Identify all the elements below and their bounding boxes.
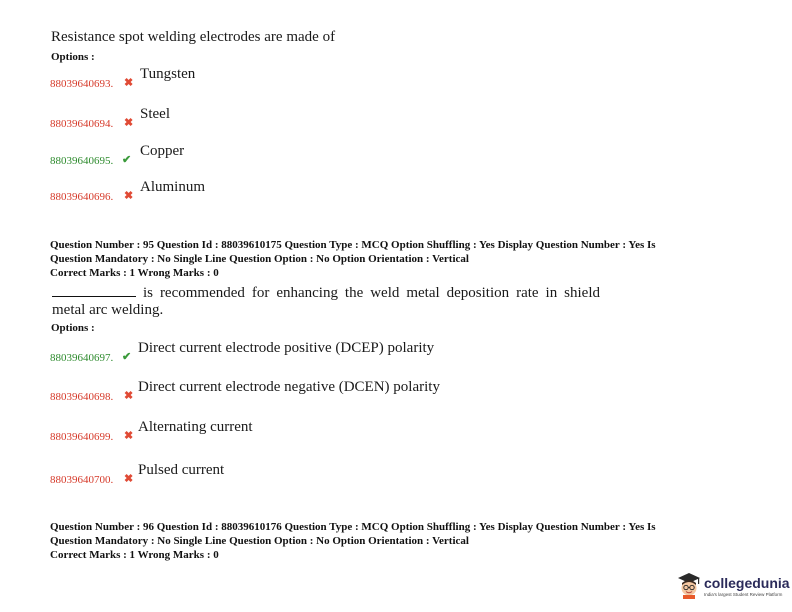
option-id: 88039640697.: [50, 352, 114, 364]
question-marks: Correct Marks : 1 Wrong Marks : 0: [50, 267, 219, 279]
options-label: Options :: [51, 322, 95, 334]
options-label: Options :: [51, 51, 95, 63]
question-text-line: metal arc welding.: [52, 302, 164, 318]
graduate-mascot-icon: [676, 571, 702, 599]
option-id: 88039640694.: [50, 118, 114, 130]
question-text-part: is recommended for enhancing the weld metal deposition rate in shield: [142, 285, 600, 301]
option-text: Direct current electrode positive (DCEP) polarity: [138, 340, 435, 356]
cross-icon: ✖: [124, 390, 134, 402]
fill-blank: [52, 285, 136, 297]
cross-icon: ✖: [124, 473, 134, 485]
question-text-line: [52, 285, 600, 302]
cross-icon: ✖: [124, 430, 134, 442]
option-id: 88039640698.: [50, 391, 114, 403]
option-text: Alternating current: [138, 419, 253, 435]
check-icon: ✔: [122, 351, 132, 363]
cross-icon: ✖: [124, 77, 134, 89]
collegedunia-logo: [676, 568, 790, 602]
option-id: 88039640696.: [50, 191, 114, 203]
question-meta: [50, 238, 740, 280]
option-id: 88039640693.: [50, 78, 114, 90]
option-text: Pulsed current: [138, 462, 225, 478]
question-meta-line: Question Mandatory : No Single Line Question Option : No Option Orientation : Vertical: [50, 253, 469, 265]
option-text: Steel: [140, 106, 170, 122]
option-id: 88039640700.: [50, 474, 114, 486]
check-icon: ✔: [122, 154, 132, 166]
option-id: 88039640699.: [50, 431, 114, 443]
question-meta: [50, 520, 740, 562]
logo-tagline: India's largest Student Review Platform: [704, 592, 783, 597]
option-text: Copper: [140, 143, 185, 159]
question-95-prev-text: Resistance spot welding electrodes are made of: [51, 29, 336, 45]
option-text: Aluminum: [140, 179, 206, 195]
cross-icon: ✖: [124, 190, 134, 202]
question-meta-line: Question Mandatory : No Single Line Question Option : No Option Orientation : Vertical: [50, 535, 469, 547]
question-meta-line: Question Number : 96 Question Id : 88039610176 Question Type : MCQ Option Shuffling : Yes Display Question Number : Yes Is: [50, 521, 656, 533]
question-meta-line: Question Number : 95 Question Id : 88039610175 Question Type : MCQ Option Shuffling : Yes Display Question Number : Yes Is: [50, 239, 656, 251]
logo-wordmark: collegedunia: [704, 575, 790, 591]
question-marks: Correct Marks : 1 Wrong Marks : 0: [50, 549, 219, 561]
option-text: Tungsten: [140, 66, 196, 82]
cross-icon: ✖: [124, 117, 134, 129]
option-text: Direct current electrode negative (DCEN) polarity: [138, 379, 440, 395]
option-id: 88039640695.: [50, 155, 114, 167]
